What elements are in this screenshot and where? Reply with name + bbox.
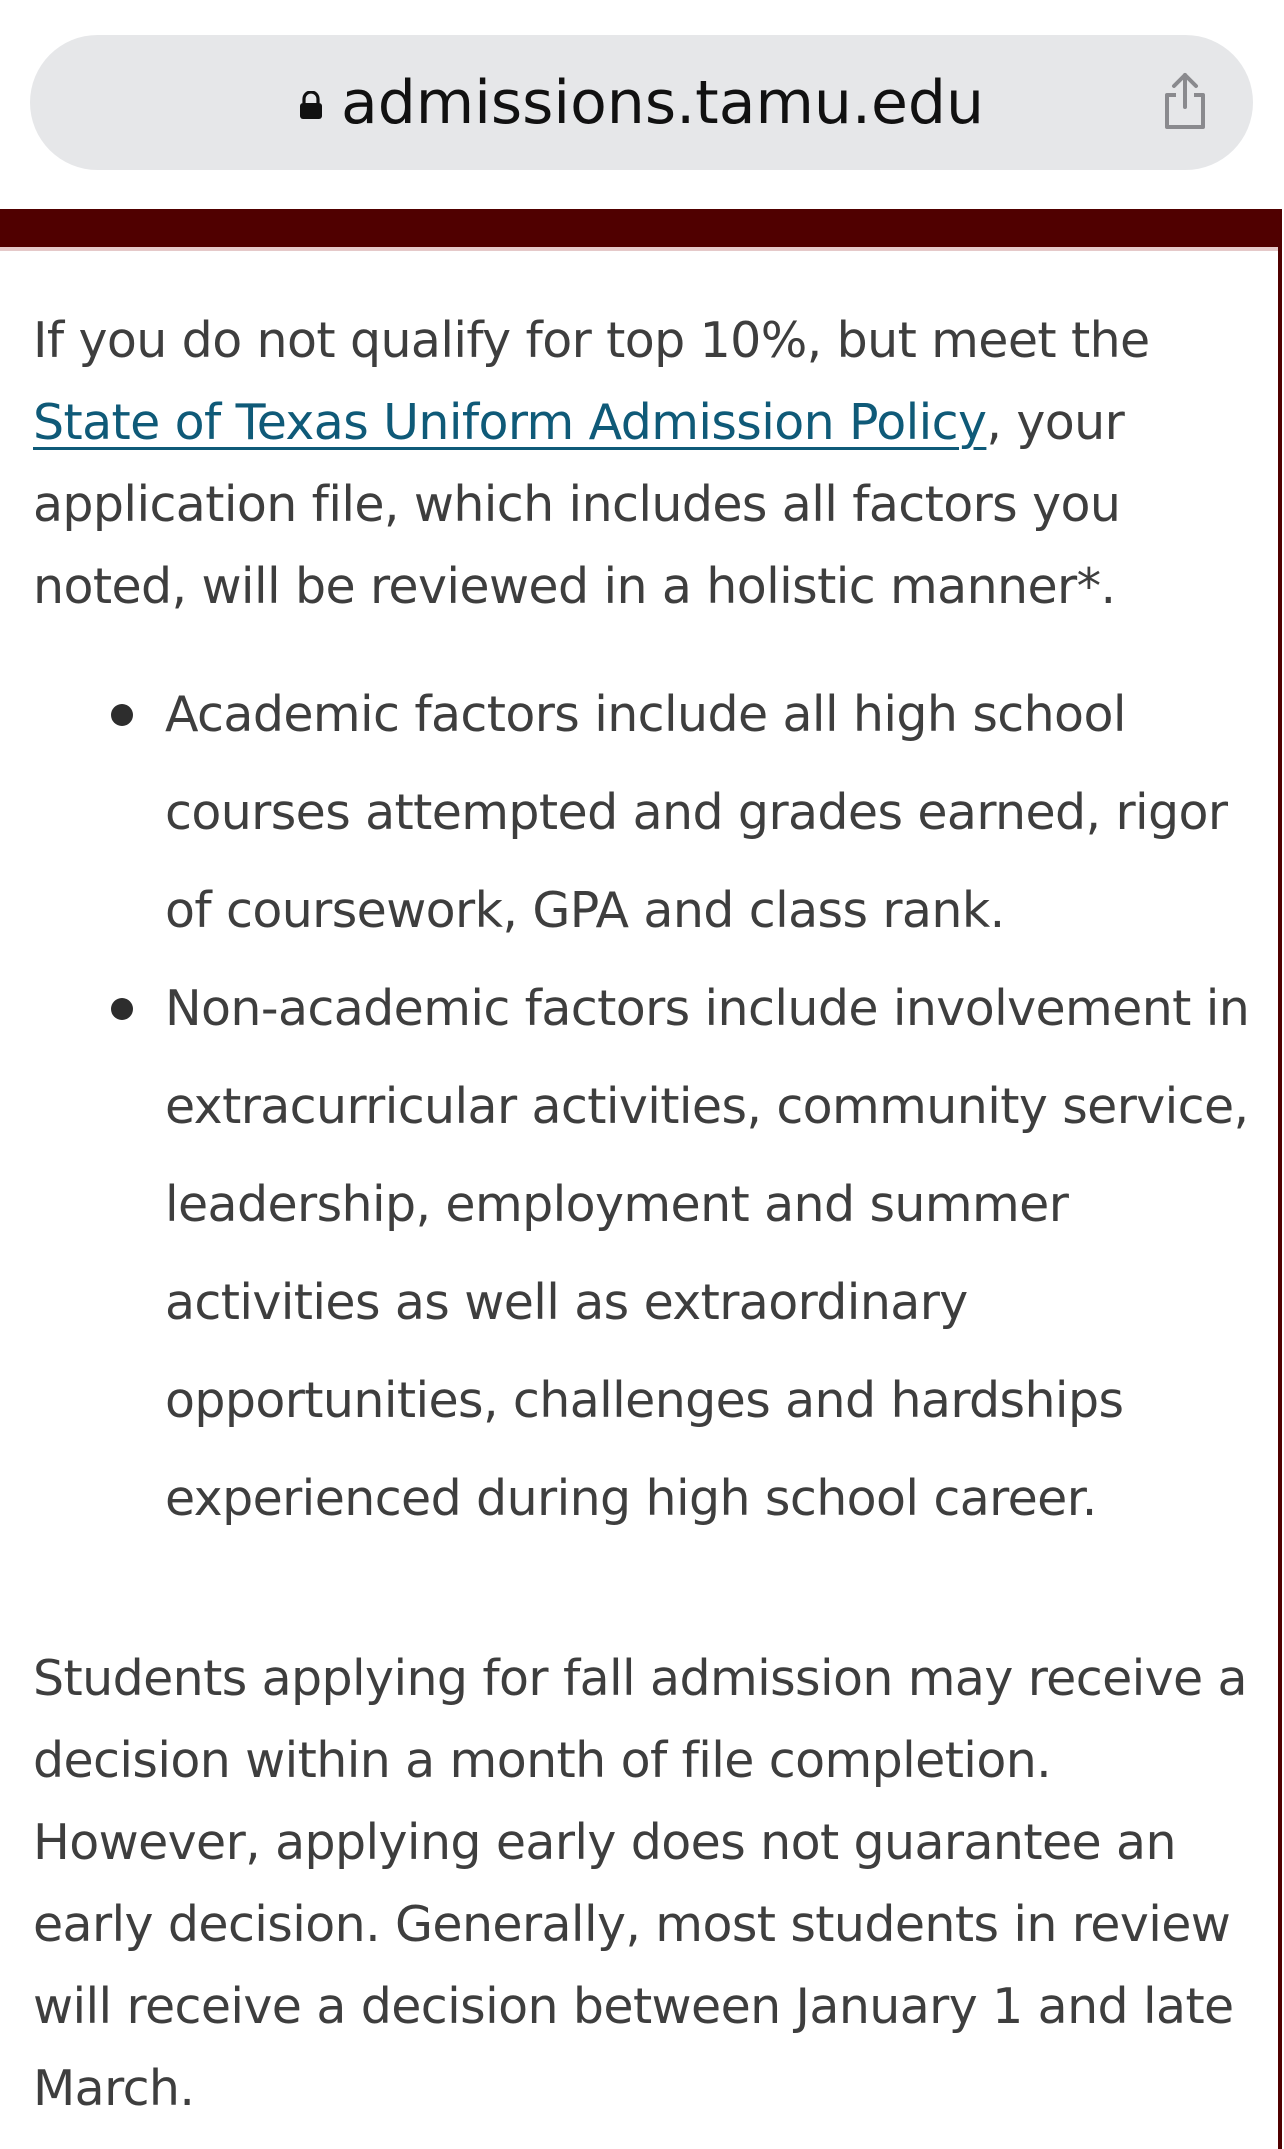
address-bar-content (30, 35, 1253, 170)
non-academic-factors-text: Non-academic factors include involvement in extracurricular activities, community service, leadership, employment and summer activities as well as extraordinary opportunities, challenges and hardships experienced during high school career. (165, 980, 1250, 1527)
url-text: admissions.tamu.edu (340, 67, 985, 138)
list-item (165, 960, 1253, 1548)
uniform-admission-policy-link[interactable]: State of Texas Uniform Admission Policy (33, 394, 987, 451)
content-border-right (1278, 209, 1282, 2149)
list-item (165, 666, 1253, 960)
browser-toolbar (0, 0, 1284, 208)
intro-text-start: If you do not qualify for top 10%, but meet the (33, 312, 1150, 369)
intro-text-end: , your application file, which includes all factors you noted, will be reviewed in a holistic manner*. (33, 394, 1125, 615)
bullet-icon (111, 998, 133, 1020)
academic-factors-text: Academic factors include all high school courses attempted and grades earned, rigor of coursework, GPA and class rank. (165, 686, 1228, 939)
admission-factors-list (33, 666, 1253, 1548)
page-content (33, 300, 1253, 2130)
bullet-icon (111, 704, 133, 726)
intro-paragraph (33, 300, 1253, 628)
header-strip-shadow (0, 247, 1282, 251)
decision-timing-paragraph: Students applying for fall admission may receive a decision within a month of file completion. However, applying early does not guarantee an early decision. Generally, most students in review will receive a decision between January 1 and late March. (33, 1650, 1247, 2117)
site-header-strip (0, 209, 1282, 247)
share-icon[interactable] (1161, 71, 1209, 131)
address-bar[interactable] (30, 35, 1253, 170)
lock-icon (299, 91, 323, 119)
